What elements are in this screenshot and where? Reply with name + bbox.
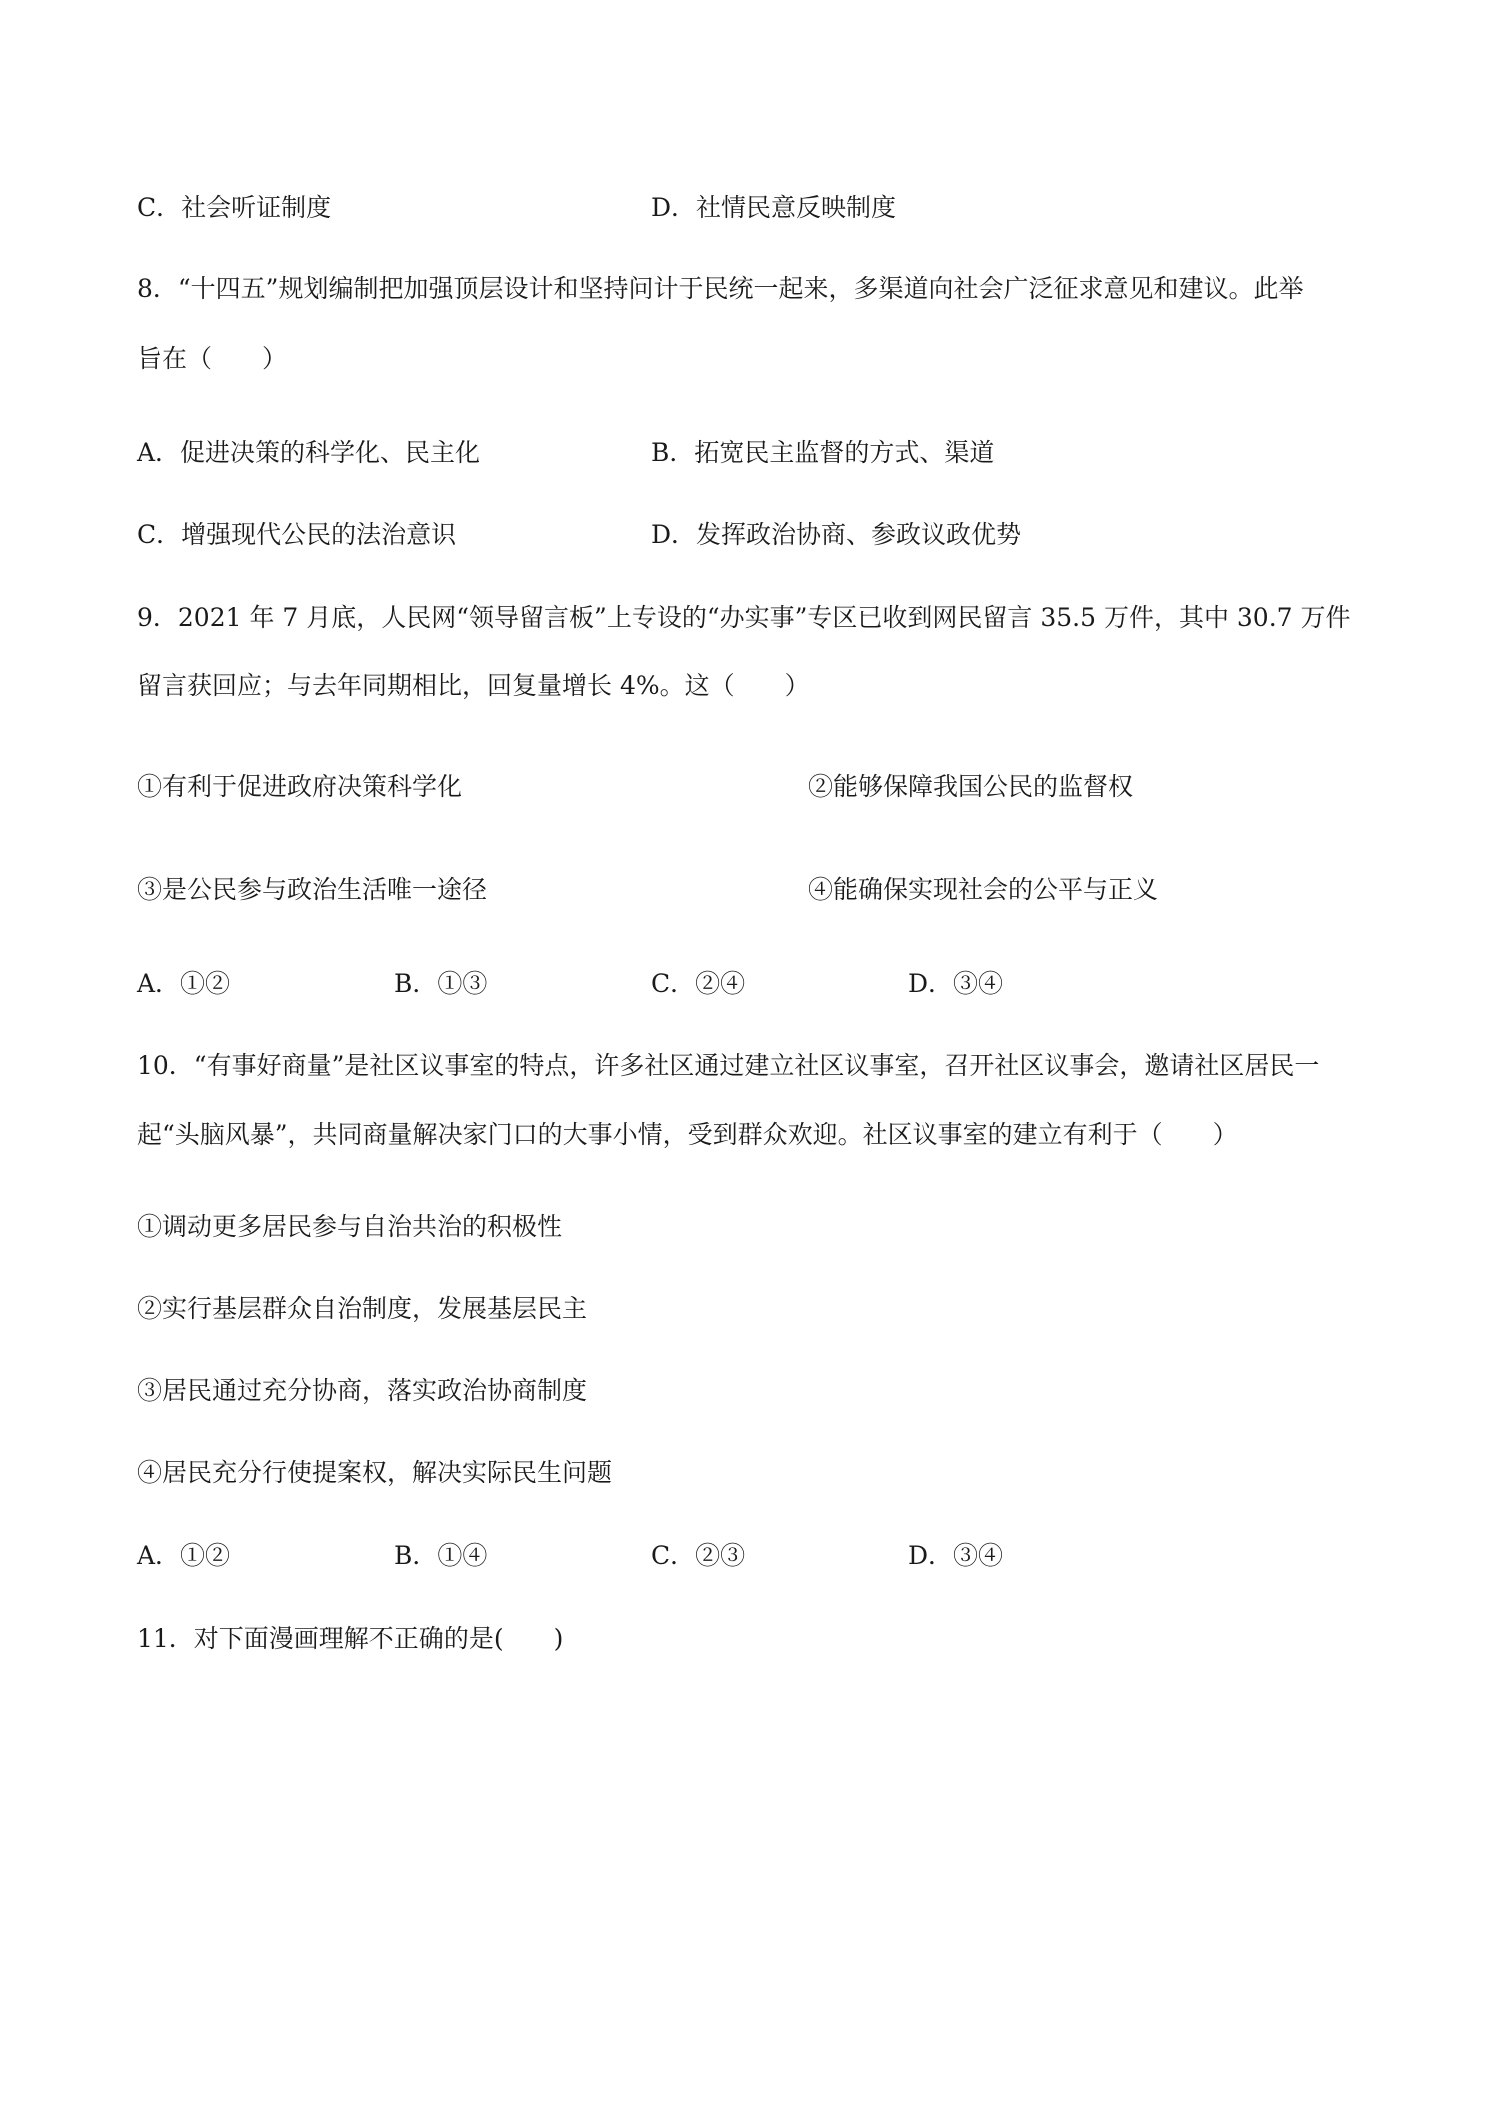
q9-item-4: ④能确保实现社会的公平与正义 (808, 875, 1159, 904)
q10-option-d: D．③④ (908, 1541, 1004, 1570)
q10-stem-line1: 10．“有事好商量”是社区议事室的特点，许多社区通过建立社区议事室，召开社区议事会，邀请社区居民一 (137, 1051, 1320, 1080)
q11-stem-line1: 11．对下面漫画理解不正确的是( ) (137, 1624, 564, 1653)
q7-option-d: D．社情民意反映制度 (651, 193, 897, 222)
q10-item-2: ②实行基层群众自治制度，发展基层民主 (137, 1294, 588, 1323)
q9-item-1: ①有利于促进政府决策科学化 (137, 772, 463, 801)
q10-stem-line2: 起“头脑风暴”，共同商量解决家门口的大事小情，受到群众欢迎。社区议事室的建立有利于（ ） (137, 1120, 1238, 1149)
q8-stem-line2: 旨在（ ） (137, 344, 288, 373)
q8-option-d: D．发挥政治协商、参政议政优势 (651, 520, 1022, 549)
q9-item-3: ③是公民参与政治生活唯一途径 (137, 875, 488, 904)
q8-option-a: A．促进决策的科学化、民主化 (137, 438, 481, 467)
q10-item-4: ④居民充分行使提案权，解决实际民生问题 (137, 1458, 613, 1487)
q9-option-b: B．①③ (394, 969, 488, 998)
q10-item-3: ③居民通过充分协商，落实政治协商制度 (137, 1376, 588, 1405)
q8-stem-line1: 8．“十四五”规划编制把加强顶层设计和坚持问计于民统一起来，多渠道向社会广泛征求意见和建议。此举 (137, 274, 1304, 303)
q10-item-1: ①调动更多居民参与自治共治的积极性 (137, 1212, 563, 1241)
q9-option-a: A．①② (137, 969, 231, 998)
q10-option-a: A．①② (137, 1541, 231, 1570)
q7-option-c: C．社会听证制度 (137, 193, 332, 222)
q9-stem-line1: 9．2021 年 7 月底，人民网“领导留言板”上专设的“办实事”专区已收到网民留言 35.5 万件，其中 30.7 万件 (137, 603, 1351, 632)
q9-option-c: C．②④ (651, 969, 746, 998)
q10-option-c: C．②③ (651, 1541, 746, 1570)
q8-option-b: B．拓宽民主监督的方式、渠道 (651, 438, 995, 467)
q9-stem-line2: 留言获回应；与去年同期相比，回复量增长 4%。这（ ） (137, 671, 810, 700)
q9-item-2: ②能够保障我国公民的监督权 (808, 772, 1134, 801)
q8-option-c: C．增强现代公民的法治意识 (137, 520, 457, 549)
q9-option-d: D．③④ (908, 969, 1004, 998)
q10-option-b: B．①④ (394, 1541, 488, 1570)
